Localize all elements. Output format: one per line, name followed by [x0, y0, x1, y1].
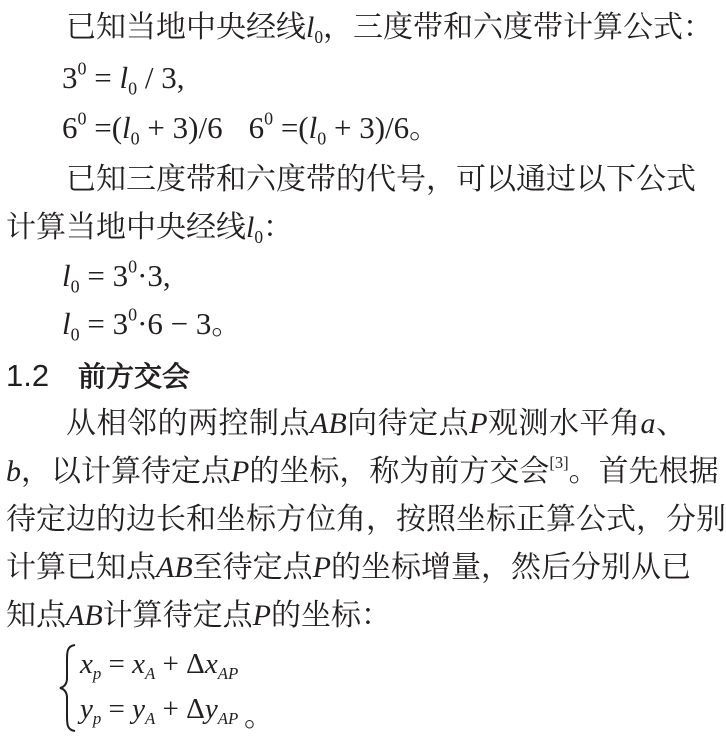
text: 计算已知点	[6, 550, 156, 585]
paragraph-intersection-line5	[6, 594, 391, 638]
section-number: 1.2	[6, 358, 50, 393]
text: 向待定点	[346, 406, 470, 441]
text: ，以计算待定点	[21, 454, 231, 489]
point-p: P	[469, 407, 488, 440]
formula-three-degree	[62, 56, 184, 100]
formula-lhs: 6	[248, 110, 265, 145]
text: 的坐标增量，然后分别从已	[330, 550, 691, 585]
symbol-l: l	[246, 211, 255, 244]
formula-lhs: 3	[62, 60, 78, 95]
subscript: 0	[254, 227, 264, 248]
var: x	[80, 648, 93, 680]
subscript: A	[145, 663, 156, 683]
var: y	[132, 693, 146, 725]
superscript: 0	[128, 256, 138, 277]
angle-a: a	[640, 407, 656, 440]
period: 。	[211, 307, 242, 342]
text: 待定边的边长和坐标方位角，按照坐标正算公式，分别	[6, 502, 726, 537]
text: 已知三度带和六度带的代号，可以通过以下公式	[66, 162, 696, 197]
eq: =	[101, 693, 133, 725]
angle-b: b	[6, 455, 21, 488]
symbol-l: l	[62, 306, 71, 341]
symbol-l: l	[119, 60, 129, 95]
section-title: 前方交会	[78, 360, 191, 393]
point-ab: AB	[66, 599, 103, 632]
formula-rest: + 3)/6	[326, 110, 410, 145]
text: 。首先根据	[568, 454, 719, 489]
formula-rest: / 3,	[137, 60, 185, 95]
formula-eq: =(	[273, 110, 309, 145]
equation-x	[80, 644, 238, 684]
citation[interactable]: [3]	[549, 452, 569, 472]
subscript: 0	[70, 324, 80, 345]
equation-y	[80, 689, 238, 729]
subscript: AP	[217, 708, 239, 728]
text: 的坐标：	[270, 598, 391, 633]
paragraph-zone-code	[66, 158, 696, 202]
text: 的坐标，称为前方交会	[249, 454, 550, 489]
subscript: 0	[130, 128, 140, 149]
text: 从相邻的两控制点	[66, 406, 311, 441]
var: x	[132, 648, 146, 680]
subscript: AP	[217, 663, 239, 683]
paragraph-intersection-line3	[6, 498, 726, 542]
symbol-l: l	[62, 258, 71, 293]
symbol-l: l	[308, 110, 318, 145]
subscript: 0	[70, 276, 80, 297]
superscript: 0	[77, 58, 87, 79]
formula-base: 3	[112, 306, 129, 341]
formula-rest: + 3)/6	[139, 110, 223, 145]
subscript: 0	[317, 128, 327, 149]
section-heading	[6, 354, 190, 399]
subscript: A	[145, 708, 156, 728]
text: 计算当地中央经线	[6, 210, 246, 245]
paragraph-intersection-line1	[66, 402, 686, 446]
formula-eq: =	[86, 60, 120, 95]
paragraph-intersection-line4	[6, 546, 691, 590]
formula-rest: ·3,	[137, 258, 171, 293]
eq: =	[101, 648, 133, 680]
paragraph-zone-code-line2	[6, 206, 293, 250]
formula-base: 3	[112, 258, 129, 293]
text: 计算待定点	[102, 598, 253, 633]
paragraph-intersection-line2	[6, 450, 719, 494]
text: 至待定点	[192, 550, 313, 585]
var: x	[204, 648, 218, 680]
superscript: 0	[128, 304, 138, 325]
symbol-l: l	[122, 110, 131, 145]
subscript: 0	[128, 78, 138, 99]
formula-l0-six	[62, 302, 241, 347]
formula-eq: =	[79, 306, 113, 341]
subscript: p	[92, 708, 102, 728]
formula-l0-three	[62, 254, 171, 298]
point-p: P	[231, 455, 250, 488]
operator: + Δ	[155, 648, 205, 680]
superscript: 0	[264, 108, 274, 129]
superscript: 0	[77, 108, 87, 129]
text: 知点	[6, 598, 66, 633]
var: y	[80, 693, 93, 725]
text: ：	[263, 210, 294, 245]
text: 、	[655, 406, 687, 441]
point-ab: AB	[310, 407, 347, 440]
left-brace-icon	[56, 642, 78, 734]
point-p: P	[252, 599, 271, 632]
paragraph-central-meridian-intro	[66, 6, 713, 50]
text: 观测水平角	[487, 406, 641, 441]
formula-eq: =(	[86, 110, 123, 145]
text: ，三度带和六度带计算公式：	[323, 10, 714, 45]
point-ab: AB	[156, 551, 193, 584]
system-period: 。	[244, 699, 274, 734]
subscript: 0	[314, 27, 324, 48]
point-p: P	[312, 551, 331, 584]
text: 已知当地中央经线	[66, 10, 306, 45]
formula-rest: ·6 − 3	[137, 306, 212, 341]
subscript: p	[92, 663, 102, 683]
var: y	[204, 693, 218, 725]
formula-six-degree	[62, 106, 439, 151]
formula-eq: =	[79, 258, 113, 293]
symbol-l: l	[306, 11, 315, 44]
formula-lhs: 6	[62, 110, 78, 145]
period: 。	[409, 111, 440, 146]
operator: + Δ	[155, 693, 205, 725]
